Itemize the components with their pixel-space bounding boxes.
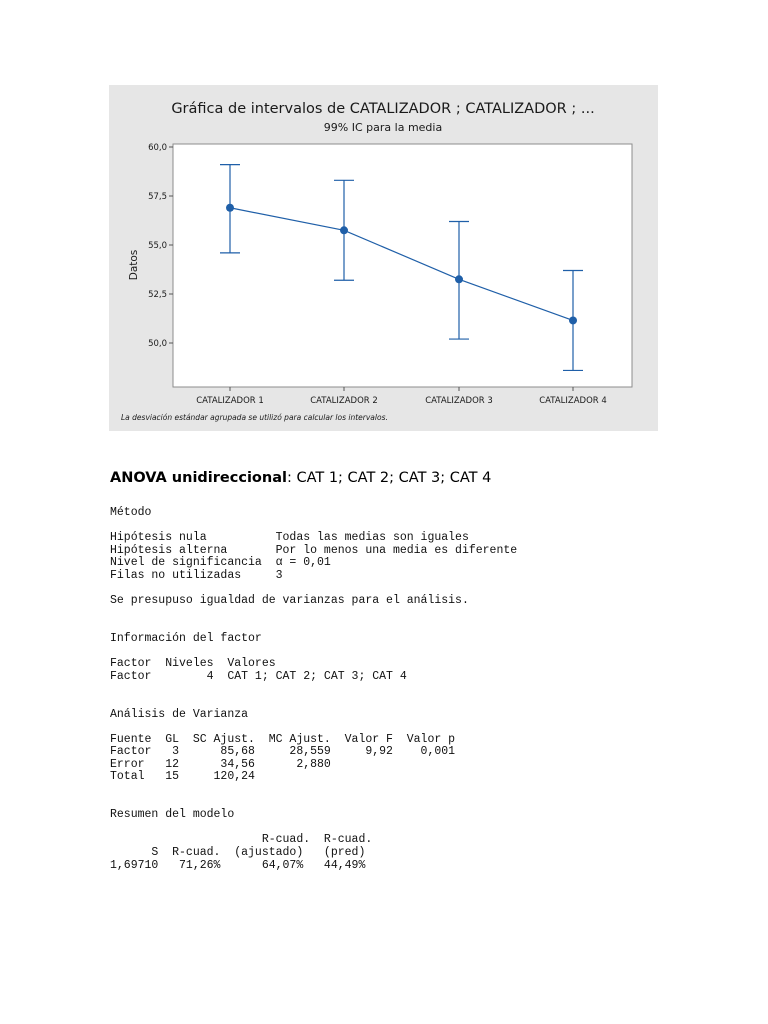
mean-point — [340, 226, 348, 234]
output-line: Fuente GL SC Ajust. MC Ajust. Valor F Valor p — [110, 732, 456, 746]
anova-heading — [110, 470, 491, 486]
output-line: 1,69710 71,26% 64,07% 44,49% — [110, 858, 366, 872]
output-line: Factor 4 CAT 1; CAT 2; CAT 3; CAT 4 — [110, 669, 407, 683]
interval-chart — [109, 85, 658, 431]
y-tick-label: 55,0 — [148, 241, 167, 251]
y-tick-label: 57,5 — [148, 192, 167, 202]
y-axis-label: Datos — [128, 249, 140, 281]
output-line — [110, 696, 517, 709]
output-line: Nivel de significancia α = 0,01 — [110, 556, 331, 570]
output-line — [110, 683, 517, 696]
chart-title: Gráfica de intervalos de CATALIZADOR ; CATALIZADOR ; ... — [171, 101, 595, 117]
output-line: Hipótesis nula Todas las medias son iguales — [110, 531, 469, 545]
chart-subtitle: 99% IC para la media — [323, 121, 443, 134]
output-line: Se presupuso igualdad de varianzas para el análisis. — [110, 594, 469, 608]
output-line: Filas no utilizadas 3 — [110, 568, 283, 582]
x-tick-label: CATALIZADOR 4 — [539, 396, 607, 406]
x-tick-label: CATALIZADOR 1 — [196, 396, 264, 406]
output-line: S R-cuad. (ajustado) (pred) — [110, 846, 366, 860]
output-line: Error 12 34,56 2,880 — [110, 757, 331, 771]
minitab-output — [110, 507, 517, 872]
chart-footnote: La desviación estándar agrupada se utilizó para calcular los intervalos. — [121, 413, 388, 422]
y-tick-label: 50,0 — [148, 339, 167, 349]
output-line — [110, 784, 517, 797]
output-line — [110, 608, 517, 621]
output-line: Método — [110, 506, 152, 519]
x-tick-label: CATALIZADOR 2 — [310, 396, 378, 406]
output-line: Resumen del modelo — [110, 808, 235, 822]
y-tick-label: 52,5 — [148, 290, 167, 300]
anova-heading-rest: : CAT 1; CAT 2; CAT 3; CAT 4 — [286, 470, 492, 486]
mean-point — [226, 204, 234, 212]
mean-point — [569, 316, 577, 324]
y-tick-label: 60,0 — [148, 143, 167, 153]
output-line: Hipótesis alterna Por lo menos una media es diferente — [110, 543, 518, 557]
interval-chart-panel — [109, 85, 658, 431]
output-line: Factor 3 85,68 28,559 9,92 0,001 — [110, 745, 456, 759]
output-line: Factor Niveles Valores — [110, 657, 276, 671]
plot-area — [173, 144, 632, 387]
output-line: Total 15 120,24 — [110, 770, 255, 784]
anova-heading-bold: ANOVA unidireccional — [110, 470, 287, 486]
output-line: Información del factor — [110, 631, 262, 645]
mean-point — [455, 275, 463, 283]
output-line: Análisis de Varianza — [110, 707, 249, 721]
x-tick-label: CATALIZADOR 3 — [425, 396, 493, 406]
output-line: R-cuad. R-cuad. — [110, 833, 373, 847]
output-line — [110, 721, 517, 734]
